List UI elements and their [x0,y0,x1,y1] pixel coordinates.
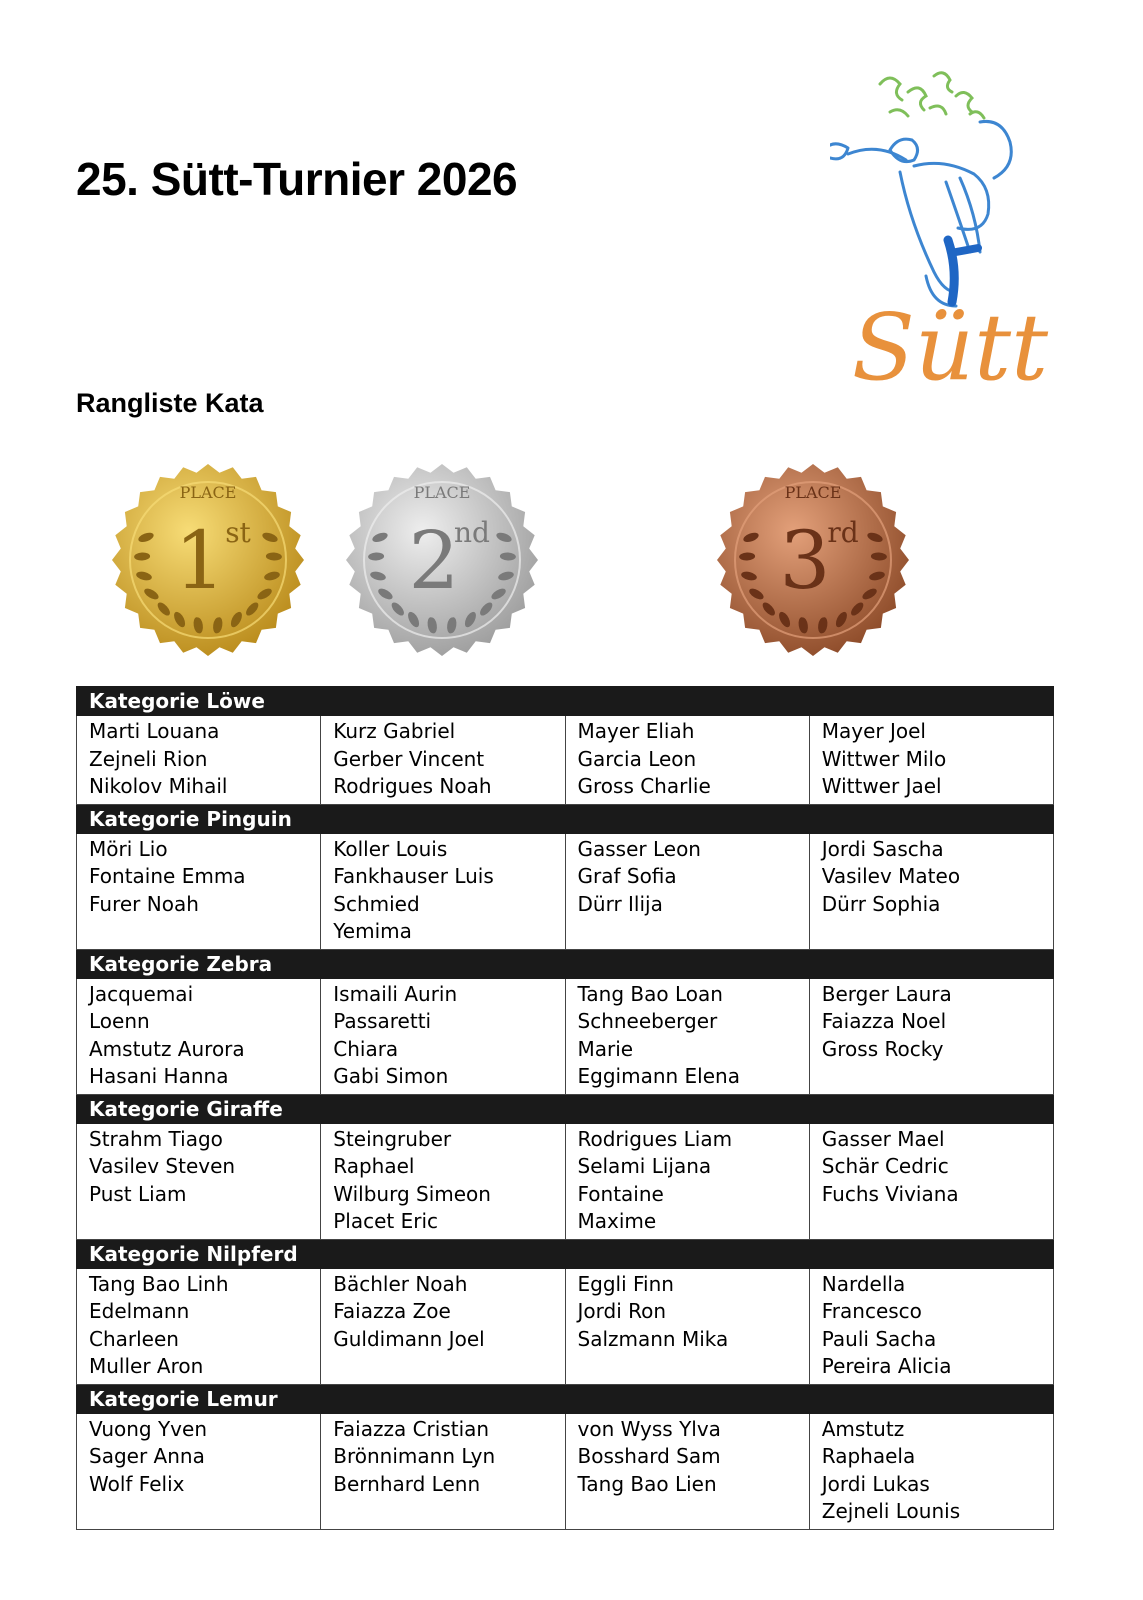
participant-name: Gerber Vincent [333,746,485,771]
participant-name: Garcia Leon [577,746,697,771]
participant-name: Francesco [821,1299,922,1323]
participant-name: Zejneli Rion [89,746,208,771]
participant-name: Faiazza Noel [821,1009,947,1033]
participant-name: Placet Eric [333,1209,439,1233]
participant-name: Wolf Felix [89,1471,185,1496]
participant-name: Guldimann Joel [333,1326,485,1351]
place-2-cell [321,716,565,805]
participant-name: Jordi Lukas [821,1471,930,1496]
participant-name: Dürr Sophia [821,891,941,916]
participant-name: Gabi Simon [333,1064,449,1088]
participant-name: Vasilev Steven [89,1154,236,1178]
place-3-cell [565,978,809,1094]
participant-name: Koller Louis [333,836,448,861]
participant-name: Graf Sofia [577,864,677,888]
category-header-row [77,1384,1054,1413]
participant-name: Fankhauser Luis [333,864,494,888]
participant-name: Loenn [89,1009,150,1033]
participant-name: Eggli Finn [577,1271,674,1296]
medal-suffix: rd [827,516,859,549]
category-header-row [77,1239,1054,1268]
participant-name: Faiazza Cristian [333,1416,490,1441]
place-1-cell [77,978,321,1094]
participant-name: Tang Bao Linh [89,1271,229,1296]
participant-name: Passaretti [333,1009,432,1033]
participant-name: Strahm Tiago [89,1126,223,1151]
place-1-cell [77,833,321,949]
medal-suffix: nd [454,516,490,549]
gold-medal-icon [108,460,308,660]
medal-label: PLACE [413,483,471,502]
category-header-row [77,687,1054,716]
participant-name: Selami Lijana [577,1154,712,1178]
participant-name: Fontaine [577,1181,664,1206]
participant-name: Marti Louana [89,719,220,743]
participant-name: Zejneli Lounis [821,1499,961,1523]
participant-name: Schmied [333,891,420,916]
participant-name: Pust Liam [89,1181,187,1206]
participant-name: Bosshard Sam [577,1444,721,1468]
category-header-row [77,949,1054,978]
participant-name: Furer Noah [89,891,199,916]
page-subtitle: Rangliste Kata [76,388,264,418]
place-2-cell [321,1123,565,1239]
place-2-cell [321,1268,565,1384]
place-4-cell [809,1123,1053,1239]
category-header-row [77,804,1054,833]
participant-name: Hasani Hanna [89,1064,229,1088]
category-name: Kategorie Löwe [77,687,1054,716]
participant-name: Muller Aron [89,1354,204,1378]
participant-name: Möri Lio [89,836,168,861]
participant-name: Pereira Alicia [821,1354,952,1378]
logo-text: Sütt [851,294,1049,401]
participant-name: Fontaine Emma [89,864,246,888]
medal-badge [342,460,542,660]
ranking-row [77,1268,1054,1384]
category-name: Kategorie Zebra [77,949,1054,978]
participant-name: Maxime [577,1209,657,1233]
place-4-cell [809,833,1053,949]
participant-name: Tang Bao Loan [577,981,723,1006]
place-3-cell [565,716,809,805]
participant-name: Mayer Eliah [577,719,695,743]
participant-name: Dürr Ilija [577,891,663,916]
participant-name: Bächler Noah [333,1271,468,1296]
place-3-cell [565,833,809,949]
participant-name: Gasser Mael [821,1126,945,1151]
category-name: Kategorie Nilpferd [77,1239,1054,1268]
participant-name: Gasser Leon [577,836,701,861]
medal-rank: 1 [174,514,226,607]
participant-name: Steingruber [333,1126,452,1151]
participant-name: Vuong Yven [89,1416,207,1441]
participant-name: Faiazza Zoe [333,1299,451,1323]
karate-figure-icon [830,62,1070,322]
participant-name: Schär Cedric [821,1154,949,1178]
place-3-cell [565,1268,809,1384]
participant-name: Nardella [821,1271,906,1296]
place-1-cell [77,1413,321,1529]
ranking-row [77,978,1054,1094]
participant-name: Yemima [333,919,412,943]
participant-name: Eggimann Elena [577,1064,740,1088]
participant-name: Edelmann [89,1299,190,1323]
participant-name: Wilburg Simeon [333,1181,491,1206]
participant-name: Wittwer Jael [821,774,942,798]
participant-name: von Wyss Ylva [577,1416,721,1441]
ranking-body [77,687,1054,1530]
medal-label: PLACE [179,483,237,502]
participant-name: Pauli Sacha [821,1326,937,1351]
category-name: Kategorie Pinguin [77,804,1054,833]
participant-name: Vasilev Mateo [821,864,961,888]
bronze-medal-icon [713,460,913,660]
place-2-cell [321,833,565,949]
medal-badge [713,460,913,660]
category-name: Kategorie Giraffe [77,1094,1054,1123]
participant-name: Tang Bao Lien [577,1471,717,1496]
participant-name: Raphaela [821,1444,916,1468]
page-title: 25. Sütt-Turnier 2026 [76,153,518,205]
silver-medal-icon [342,460,542,660]
participant-name: Charleen [89,1326,179,1351]
ranking-row [77,833,1054,949]
participant-name: Rodrigues Liam [577,1126,733,1151]
participant-name: Mayer Joel [821,719,926,743]
medal-rank: 2 [408,514,460,607]
ranking-row [77,716,1054,805]
participant-name: Salzmann Mika [577,1326,729,1351]
place-1-cell [77,1268,321,1384]
place-1-cell [77,716,321,805]
place-2-cell [321,1413,565,1529]
karate-logo [830,62,1070,422]
participant-name: Sager Anna [89,1444,205,1468]
participant-name: Jordi Ron [577,1299,667,1323]
participant-name: Ismaili Aurin [333,981,458,1006]
place-3-cell [565,1413,809,1529]
medal-rank: 3 [779,514,831,607]
place-4-cell [809,1413,1053,1529]
category-name: Kategorie Lemur [77,1384,1054,1413]
place-4-cell [809,978,1053,1094]
participant-name: Bernhard Lenn [333,1471,481,1496]
participant-name: Berger Laura [821,981,952,1006]
participant-name: Jacquemai [89,981,194,1006]
place-2-cell [321,978,565,1094]
place-4-cell [809,1268,1053,1384]
participant-name: Brönnimann Lyn [333,1444,496,1468]
participant-name: Wittwer Milo [821,746,947,771]
place-1-cell [77,1123,321,1239]
participant-name: Gross Rocky [821,1036,944,1061]
participant-name: Jordi Sascha [821,836,944,861]
ranking-table [76,686,1054,1530]
participant-name: Kurz Gabriel [333,719,456,743]
medal-label: PLACE [784,483,842,502]
place-3-cell [565,1123,809,1239]
participant-name: Chiara [333,1036,399,1061]
participant-name: Rodrigues Noah [333,774,492,798]
participant-name: Gross Charlie [577,774,711,798]
participant-name: Nikolov Mihail [89,774,228,798]
participant-name: Amstutz Aurora [89,1036,245,1061]
participant-name: Amstutz [821,1416,905,1441]
category-header-row [77,1094,1054,1123]
participant-name: Schneeberger [577,1009,718,1033]
ranking-row [77,1123,1054,1239]
participant-name: Fuchs Viviana [821,1181,959,1206]
ranking-row [77,1413,1054,1529]
participant-name: Raphael [333,1154,415,1178]
medal-suffix: st [225,516,251,549]
place-4-cell [809,716,1053,805]
participant-name: Marie [577,1036,634,1061]
medal-badge [108,460,308,660]
